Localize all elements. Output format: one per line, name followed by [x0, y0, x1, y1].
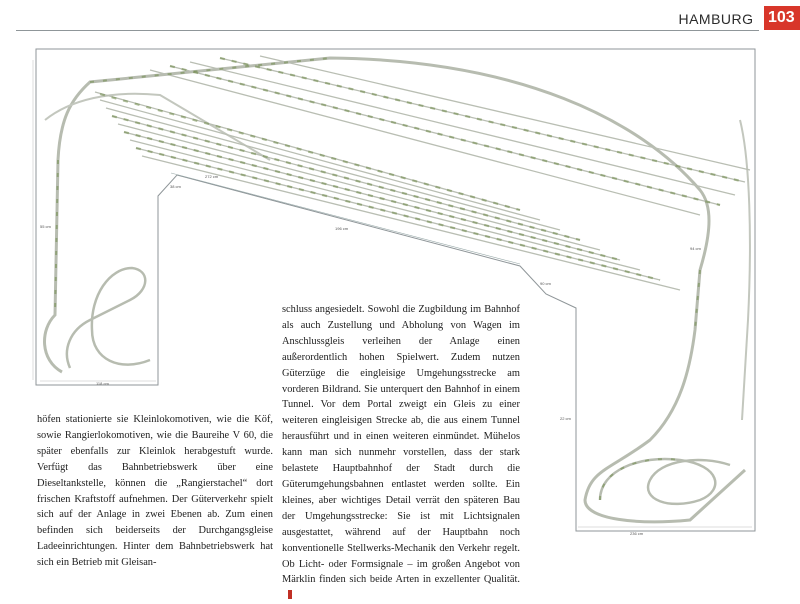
dimension-label-94: 94 cm — [690, 246, 701, 251]
dimension-label-55: 55 cm — [40, 224, 51, 229]
dimension-label-272: 272 cm — [205, 174, 219, 179]
dimension-label-236: 236 cm — [630, 531, 644, 536]
station-yard — [95, 56, 750, 290]
section-title: HAMBURG — [678, 11, 754, 27]
dimension-label-196: 196 cm — [335, 226, 349, 231]
article-middle-text: schluss angesiedelt. Sowohl die Zugbildung im Bahnhof als auch Zustellung und Abholung von Wagen im Anschlussgleis verleihen der Anlage einen außerordentlich hohen Spielwert. Zudem nutzen Güterzüge die eingleisige Umgehungsstrecke am vorderen Bildrand. Sie unterquert den Bahnhof in einem Tunnel. Vor dem Portal zweigt ein Gleis zu einer weiteren eingleisigen Strecke ab, die aus einem Tunnel herausführt und in einen weiteren einmündet. Mühelos kann man sich nunmehr vorstellen, dass der stark belastete Hauptbahnhof der Stadt durch die Güterumgehungsbahnen entlastet werden sollte. Ein kleines, aber wichtiges Detail verrät den späteren Bau der Umgehungsstrecke: Sie ist mit Lichtsignalen ausgestattet, während auf der Hauptbahn noch konventionelle Stellwerks-Mechanik den Verkehr regelt. Ob Licht- oder Formsignale – im großen Angebot von Märklin finden sich beide Arten in exzellenter Qualität. — [282, 304, 520, 586]
dimension-label-90: 90 cm — [540, 281, 551, 286]
dimension-label-118: 118 cm — [96, 381, 109, 386]
article-middle-column — [282, 302, 520, 604]
article-end-mark — [288, 590, 292, 599]
dimension-label-22: 22 cm — [560, 416, 571, 421]
dimension-line-top-right — [171, 173, 520, 264]
dimension-label-38: 38 cm — [170, 184, 181, 189]
upper-left-track — [45, 94, 270, 160]
article-left-column — [37, 412, 273, 571]
inner-loop-track — [67, 268, 150, 368]
right-edge-track — [740, 120, 750, 420]
page-number: 103 — [764, 6, 800, 30]
article-left-text: höfen stationierte sie Kleinlokomotiven, wie die Köf, sowie Rangierlokomotiven, wie die Baureihe V 60, die später ebenfalls zur Kleinlok herabgestuft wurde. Verfügt das Bahnbetriebswerk über eine Dieseltankstelle, können die „Rangierstachel“ dort frischen Kraftstoff aufnehmen. Der Güterverkehr spielt sich auf der Anlage in zwei Ebenen ab. Zum einen befinden sich beiderseits der Durchgangsgleise Ladeeinrichtungen. Hinter dem Bahnbetriebswerk hat sich ein Betrieb mit Gleisan- — [37, 414, 273, 569]
right-spiral-track — [600, 459, 730, 504]
